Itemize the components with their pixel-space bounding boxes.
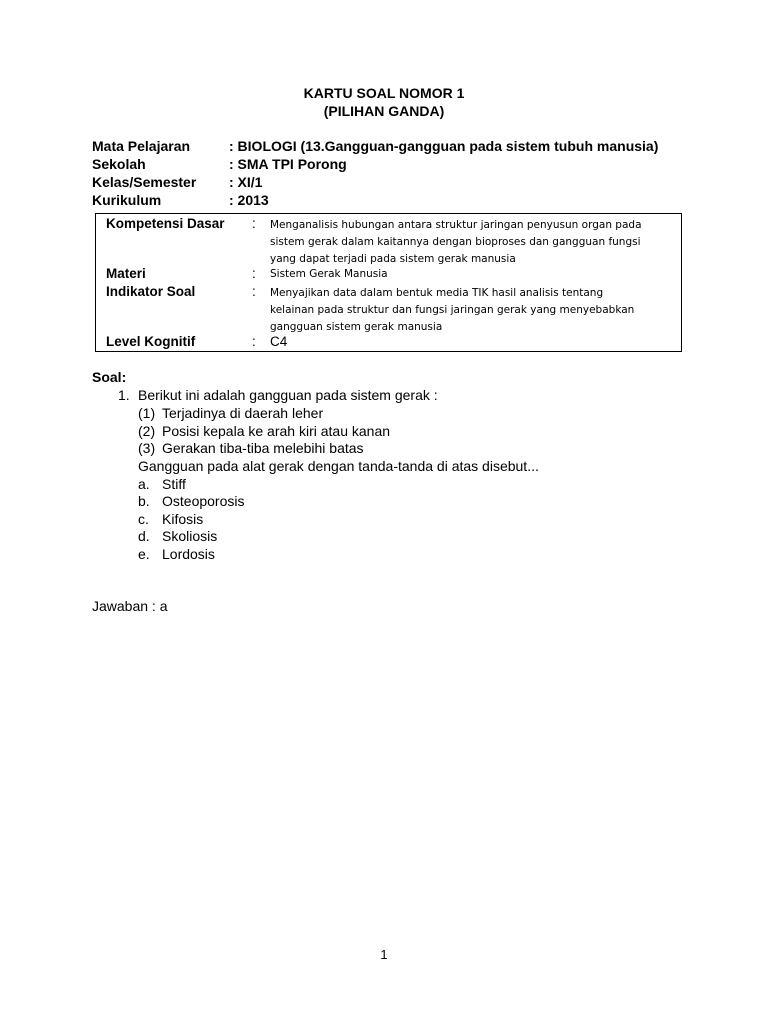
meta-row-kurikulum — [92, 191, 658, 209]
option-letter: a. — [138, 476, 150, 492]
item-number: (2) — [138, 423, 156, 439]
meta-label: Kelas/Semester — [92, 174, 197, 190]
indikator-line: kelainan pada struktur dan fungsi jaringan gerak yang menyebabkan — [270, 304, 635, 316]
meta-row-kelas — [92, 173, 658, 191]
materi-label: Materi — [106, 266, 146, 281]
item-text: Terjadinya di daerah leher — [162, 405, 324, 421]
option-text: Kifosis — [162, 511, 204, 527]
indikator-text — [270, 285, 690, 336]
level-label: Level Kognitif — [106, 334, 196, 349]
meta-label: Mata Pelajaran — [92, 138, 191, 154]
indikator-colon: : — [252, 284, 256, 299]
meta-block — [92, 137, 658, 209]
item-number: (3) — [138, 440, 156, 456]
option-letter: b. — [138, 493, 150, 509]
soal-label: Soal: — [92, 369, 127, 385]
option-text: Lordosis — [162, 546, 215, 562]
materi-value: Sistem Gerak Manusia — [270, 268, 388, 280]
meta-value: : BIOLOGI (13.Gangguan-gangguan pada sistem tubuh manusia) — [229, 138, 659, 154]
question-section — [92, 368, 539, 562]
kd-line: yang dapat terjadi pada sistem gerak manusia — [270, 253, 516, 265]
materi-colon: : — [252, 266, 256, 281]
item-number: (1) — [138, 405, 156, 421]
kd-line: Menganalisis hubungan antara struktur jaringan penyusun organ pada — [270, 219, 642, 231]
title-line-2: (PILIHAN GANDA) — [323, 103, 445, 119]
item-text: Posisi kepala ke arah kiri atau kanan — [162, 423, 391, 439]
item-text: Gerakan tiba-tiba melebihi batas — [162, 440, 364, 456]
card-title — [0, 84, 768, 120]
meta-value: : 2013 — [229, 192, 269, 208]
kd-label: Kompetensi Dasar — [106, 216, 225, 231]
meta-row-mapel — [92, 137, 658, 155]
answer-key: Jawaban : a — [92, 598, 168, 614]
option-letter: c. — [138, 511, 149, 527]
option-letter: d. — [138, 528, 150, 544]
kd-colon: : — [252, 216, 256, 231]
question-stem-text: Berikut ini adalah gangguan pada sistem gerak : — [138, 387, 438, 403]
option-text: Osteoporosis — [162, 493, 245, 509]
kd-text — [270, 217, 690, 268]
competency-box — [95, 213, 682, 352]
page-number: 1 — [380, 947, 388, 962]
title-line-1: KARTU SOAL NOMOR 1 — [303, 85, 465, 101]
kd-line: sistem gerak dalam kaitannya dengan bioproses dan gangguan fungsi — [270, 236, 641, 248]
meta-row-sekolah — [92, 155, 658, 173]
indikator-label: Indikator Soal — [106, 284, 196, 299]
option-text: Skoliosis — [162, 528, 218, 544]
meta-value: : SMA TPI Porong — [229, 156, 347, 172]
option-letter: e. — [138, 546, 150, 562]
question-number: 1. — [118, 387, 130, 403]
level-colon: : — [252, 334, 256, 349]
meta-value: : XI/1 — [229, 174, 263, 190]
question-prompt: Gangguan pada alat gerak dengan tanda-tanda di atas disebut... — [138, 458, 539, 474]
level-value: C4 — [270, 334, 288, 349]
indikator-line: Menyajikan data dalam bentuk media TIK hasil analisis tentang — [270, 287, 604, 299]
option-text: Stiff — [162, 476, 186, 492]
meta-label: Kurikulum — [92, 192, 162, 208]
indikator-line: gangguan sistem gerak manusia — [270, 321, 443, 333]
meta-label: Sekolah — [92, 156, 146, 172]
